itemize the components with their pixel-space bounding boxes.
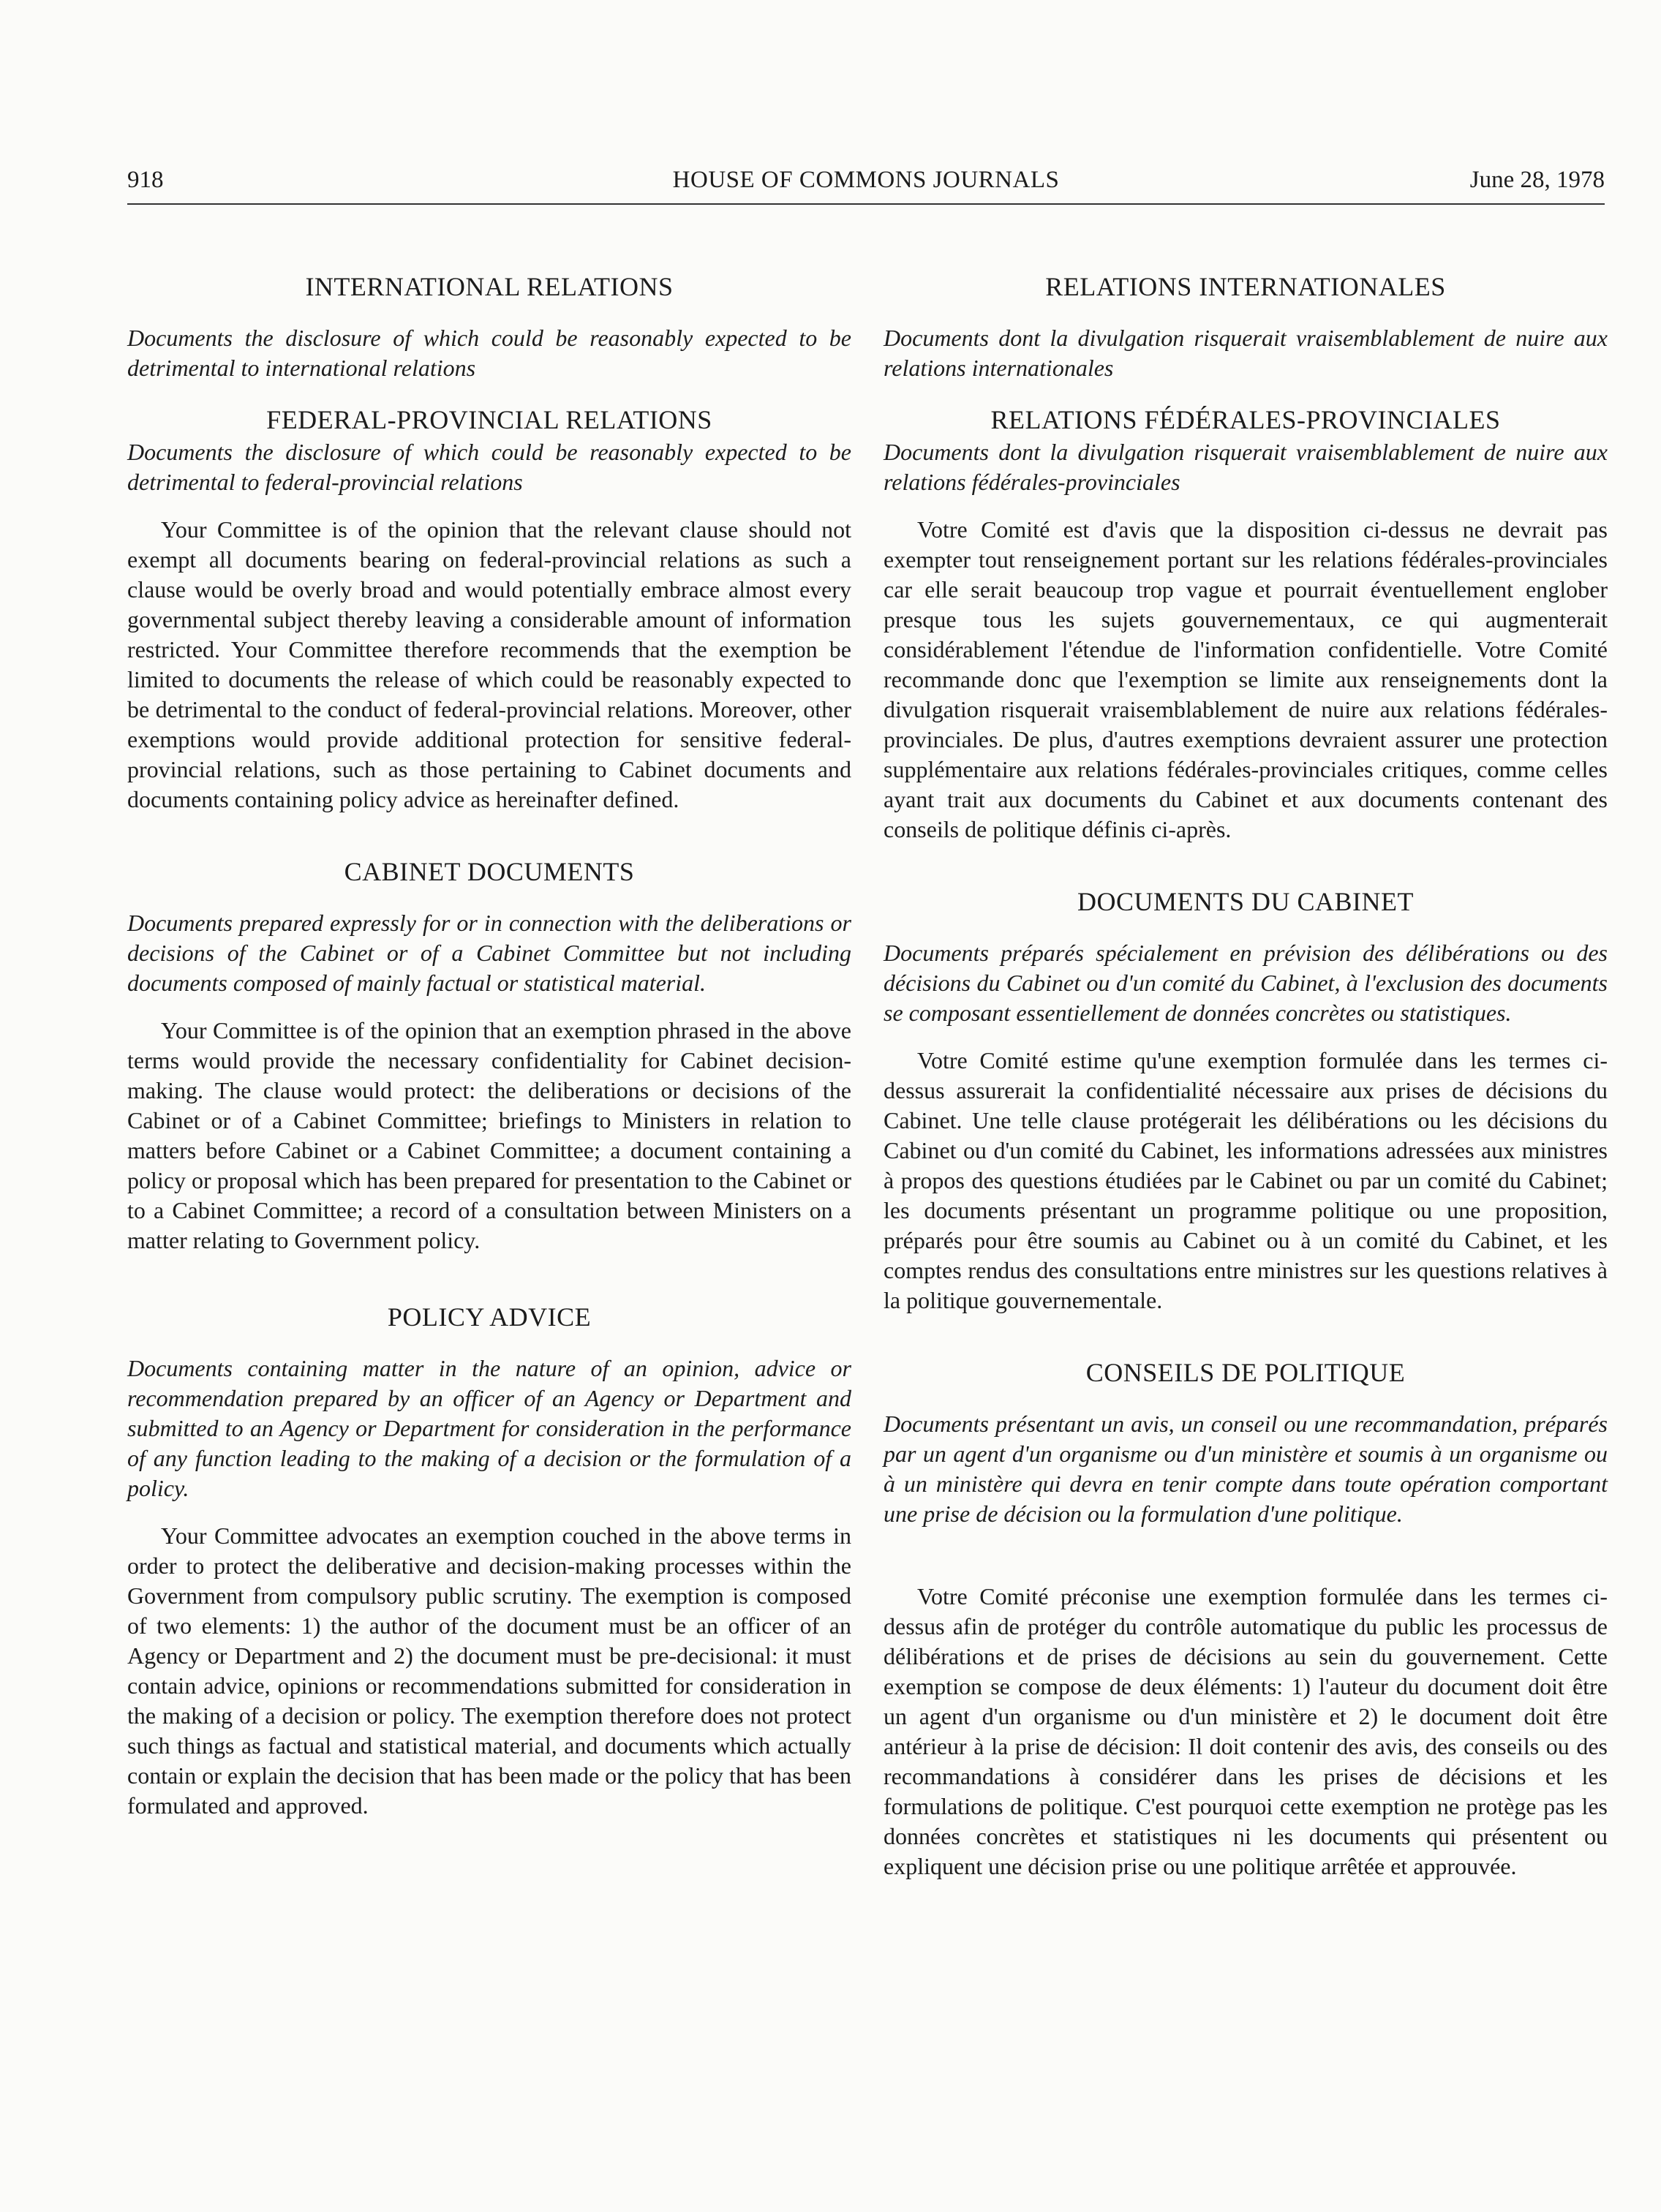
paragraph-policy-advice: Your Committee advocates an exemption couched in the above terms in order to protect the deliberative and decision-making processes within the Government from compulsory public scrutiny. The exemption is composed of two elements: 1) the author of the document must be an officer of an Agency or Department and 2) the document must be pre-decisional: it must contain advice, opinions or recommendations submitted for consideration in the making of a decision or policy. The exemption therefore does not protect such things as factual and statistical material, and documents which actually contain or explain the decision that has been made or the policy that has been formulated and approved.	[127, 1522, 851, 1819]
english-column	[127, 271, 851, 1821]
lead-federal-provincial-relations: Documents the disclosure of which could be reasonably expected to be detrimental to federal-provincial relations	[127, 439, 851, 495]
journal-title: HOUSE OF COMMONS JOURNALS	[672, 167, 1060, 193]
lead-cabinet-documents: Documents prepared expressly for or in connection with the deliberations or decisions of the Cabinet or of a Cabinet Committee but not including documents composed of mainly factual or statistical material.	[127, 910, 851, 996]
lead-relations-federales-provinciales: Documents dont la divulgation risquerait vraisemblablement de nuire aux relations fédérales-provinciales	[884, 439, 1608, 495]
lead-conseils-de-politique: Documents présentant un avis, un conseil ou une recommandation, préparés par un agent d'un organisme ou d'un ministère et soumis à un organisme ou à un ministère qui devra en tenir compte dans toute opération comportant une prise de décision ou la formulation d'une politique.	[884, 1411, 1608, 1527]
page-header	[127, 167, 1605, 205]
page-date: June 28, 1978	[1469, 167, 1605, 193]
heading-international-relations: INTERNATIONAL RELATIONS	[305, 272, 674, 301]
heading-policy-advice: POLICY ADVICE	[387, 1302, 592, 1332]
heading-relations-federales-provinciales: RELATIONS FÉDÉRALES-PROVINCIALES	[990, 405, 1501, 434]
paragraph-cabinet-documents: Your Committee is of the opinion that an exemption phrased in the above terms would provide the necessary confidentiality for Cabinet decision-making. The clause would protect: the deliberations or decisions of the Cabinet or of a Cabinet Committee; briefings to Ministers in relation to matters before Cabinet or a Cabinet Committee; a document containing a policy or proposal which has been prepared for presentation to the Cabinet or to a Cabinet Committee; a record of a consultation between Ministers on a matter relating to Government policy.	[127, 1017, 851, 1253]
paragraph-relations-federales: Votre Comité est d'avis que la disposition ci-dessus ne devrait pas exempter tout renseignement portant sur les relations fédérales-provinciales car elle serait beaucoup trop vague et pourrait éventuellement englober presque tous les sujets gouvernementaux, ce qui augmenterait considérablement l'étendue de l'information confidentielle. Votre Comité recommande donc que l'exemption se limite aux renseignements dont la divulgation risquerait vraisemblablement de nuire aux relations fédérales-provinciales. De plus, d'autres exemptions devraient assurer une protection supplémentaire aux relations fédérales-provinciales critiques, comme celles ayant trait aux documents du Cabinet et aux documents contenant des conseils de politique définis ci-après.	[884, 516, 1608, 842]
heading-cabinet-documents: CABINET DOCUMENTS	[344, 857, 635, 886]
paragraph-conseils-de-politique: Votre Comité préconise une exemption formulée dans les termes ci-dessus afin de protéger du contrôle automatique du public les processus de délibérations et de prises de décisions au sein du gouvernement. Cette exemption se compose de deux éléments: 1) l'auteur du document doit être un agent d'un organisme ou d'un ministère et 2) le document doit être antérieur à la prise de décision: Il doit contenir des avis, des conseils ou des recommandations à considérer dans les prises de décisions et les formulations de politique. C'est pourquoi cette exemption ne protège pas les données concrètes et statistiques ni les documents qui présentent ou expliquent une décision prise ou une politique arrêtée et approuvée.	[884, 1583, 1608, 1879]
heading-relations-internationales: RELATIONS INTERNATIONALES	[1045, 272, 1446, 301]
lead-policy-advice: Documents containing matter in the nature of an opinion, advice or recommendation prepared by an officer of an Agency or Department and submitted to an Agency or Department for consideration in the performance of any function leading to the making of a decision or the formulation of a policy.	[127, 1355, 851, 1501]
lead-international-relations: Documents the disclosure of which could be reasonably expected to be detrimental to international relations	[127, 325, 851, 381]
paragraph-documents-du-cabinet: Votre Comité estime qu'une exemption formulée dans les termes ci-dessus assurerait la confidentialité nécessaire aux prises de décisions du Cabinet. Une telle clause protégerait les délibérations ou les décisions du Cabinet ou d'un comité du Cabinet, les informations adressées aux ministres à propos des questions étudiées par le Cabinet ou par un comité du Cabinet; les documents présentant un programme politique ou une proposition, préparés pour être soumis au Cabinet ou à un comité du Cabinet, et les comptes rendus des consultations entre ministres sur les questions relatives à la politique gouvernementale.	[884, 1047, 1608, 1313]
heading-federal-provincial-relations: FEDERAL-PROVINCIAL RELATIONS	[266, 405, 712, 434]
paragraph-federal-provincial: Your Committee is of the opinion that the relevant clause should not exempt all documents bearing on federal-provincial relations as such a clause would be overly broad and would potentially embrace almost every governmental subject thereby leaving a considerable amount of information restricted. Your Committee therefore recommends that the exemption be limited to documents the release of which could be reasonably expected to be detrimental to the conduct of federal-provincial relations. Moreover, other exemptions would provide additional protection for sensitive federal-provincial relations, such as those pertaining to Cabinet documents and documents containing policy advice as hereinafter defined.	[127, 516, 851, 812]
header-rule	[127, 203, 1605, 205]
heading-conseils-de-politique: CONSEILS DE POLITIQUE	[1085, 1358, 1406, 1387]
french-column	[884, 271, 1608, 1881]
page-number: 918	[127, 167, 164, 193]
lead-documents-du-cabinet: Documents préparés spécialement en prévision des délibérations ou des décisions du Cabinet ou d'un comité du Cabinet, à l'exclusion des documents se composant essentiellement de données concrètes ou statistiques.	[884, 940, 1608, 1026]
lead-relations-internationales: Documents dont la divulgation risquerait vraisemblablement de nuire aux relations internationales	[884, 325, 1608, 381]
heading-documents-du-cabinet: DOCUMENTS DU CABINET	[1077, 887, 1414, 916]
